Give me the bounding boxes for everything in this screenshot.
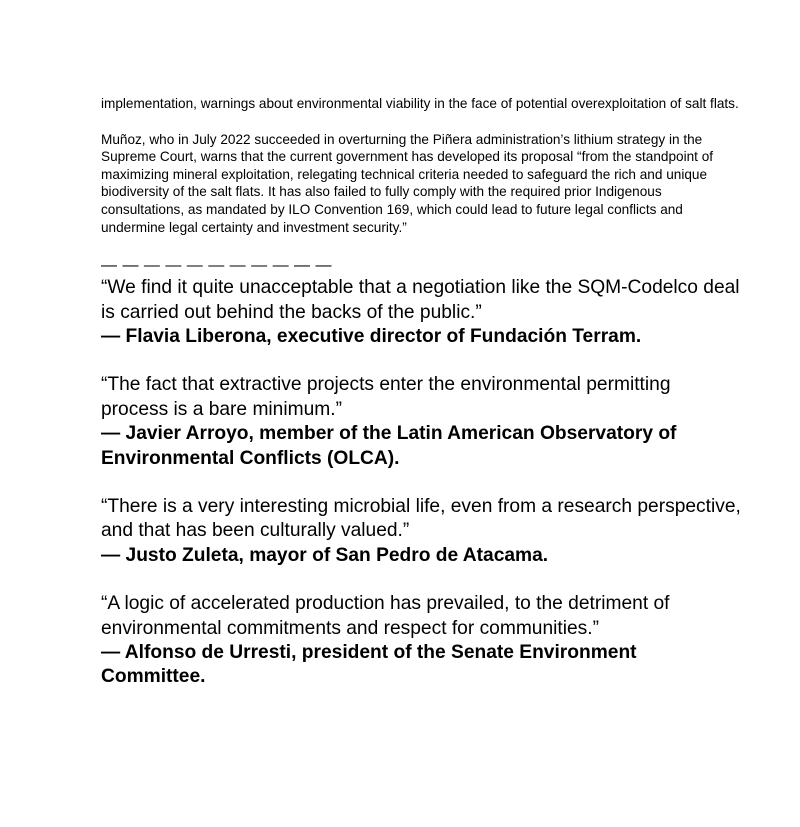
quote-attribution: — Justo Zuleta, mayor of San Pedro de Atacama.: [101, 544, 549, 566]
quote-text: “There is a very interesting microbial life, even from a research perspective, and that has been culturally valued.”: [101, 496, 741, 542]
section-divider: — — — — — — — — — — —: [101, 257, 332, 275]
paragraph-munoz: Muñoz, who in July 2022 succeeded in overturning the Piñera administration’s lithium strategy in the Supreme Court, warns that the current government has developed its proposal “from the standpoint of maximizing mineral exploitation, relegating technical criteria needed to safeguard the rich and unique biodiversity of the salt flats. It has also failed to fully comply with the required prior Indigenous consultations, as mandated by ILO Convention 169, which could lead to future legal conflicts and undermine legal certainty and investment security.”: [101, 131, 714, 235]
quote-block: [101, 495, 741, 568]
paragraph-continuation: implementation, warnings about environmental viability in the face of potential overexploitation of salt flats.: [101, 96, 739, 111]
document-page: [101, 95, 741, 690]
quote-attribution: — Flavia Liberona, executive director of Fundación Terram.: [101, 325, 642, 347]
quote-text: “We find it quite unacceptable that a negotiation like the SQM-Codelco deal is carried out behind the backs of the public.”: [101, 277, 740, 323]
quote-attribution: — Alfonso de Urresti, president of the Senate Environment Committee.: [101, 642, 637, 688]
quote-text: “A logic of accelerated production has prevailed, to the detriment of environmental commitments and respect for communities.”: [101, 593, 670, 639]
quote-attribution: — Javier Arroyo, member of the Latin American Observatory of Environmental Conflicts (OLCA).: [101, 423, 677, 469]
quote-text: “The fact that extractive projects enter the environmental permitting process is a bare minimum.”: [101, 374, 671, 420]
quote-block: [101, 276, 741, 349]
quote-block: [101, 592, 741, 690]
quote-block: [101, 373, 741, 471]
